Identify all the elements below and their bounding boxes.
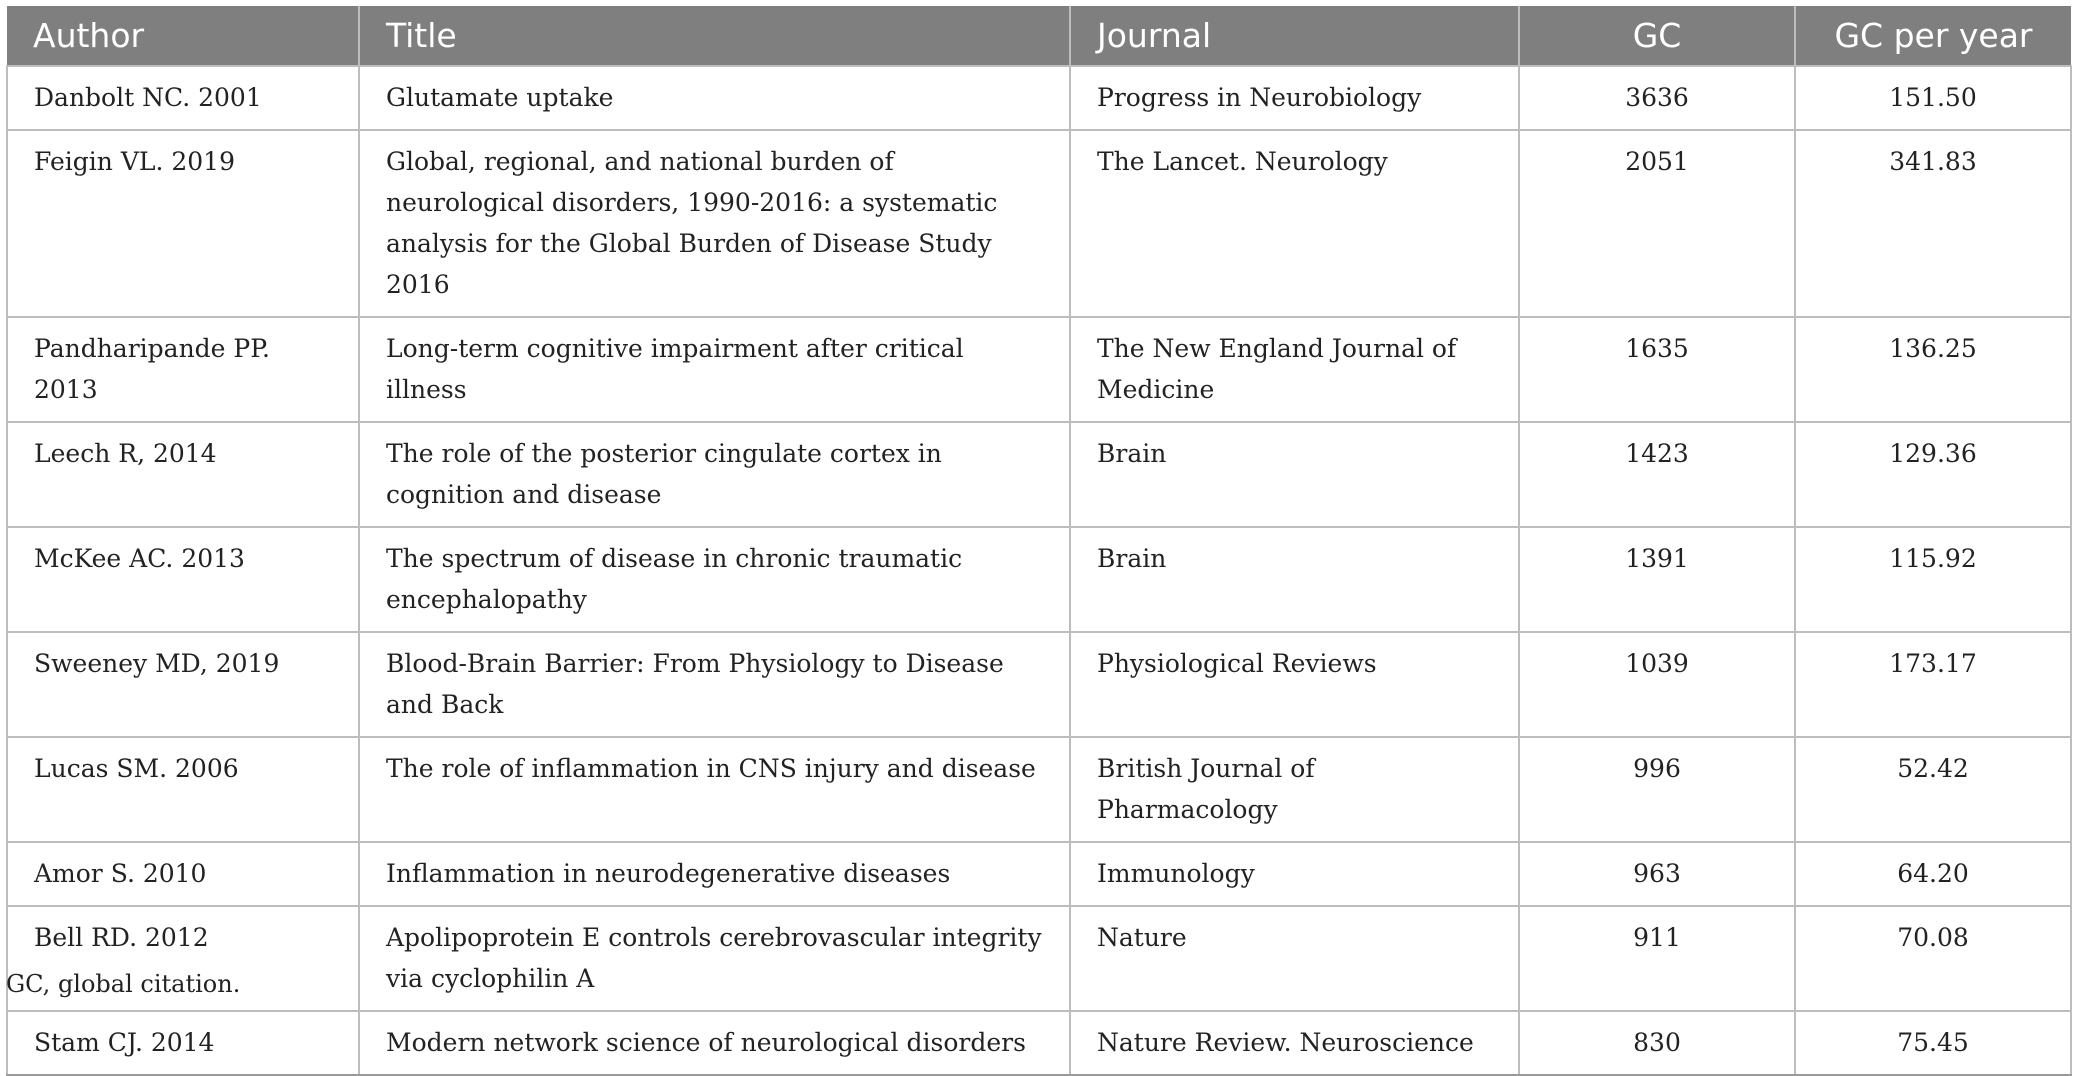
cell-journal: Brain xyxy=(1070,422,1519,527)
header-author: Author xyxy=(7,6,359,66)
cell-author: Pandharipande PP. 2013 xyxy=(7,317,359,422)
cell-journal: Progress in Neurobiology xyxy=(1070,66,1519,130)
table-header xyxy=(7,6,2071,66)
cell-gc: 1391 xyxy=(1519,527,1795,632)
cell-gc-per-year: 64.20 xyxy=(1795,842,2071,906)
cell-journal: Immunology xyxy=(1070,842,1519,906)
cell-author: Lucas SM. 2006 xyxy=(7,737,359,842)
header-gc: GC xyxy=(1519,6,1795,66)
cell-author: Bell RD. 2012 xyxy=(7,906,359,1011)
header-journal: Journal xyxy=(1070,6,1519,66)
citation-table xyxy=(6,6,2072,1076)
cell-author: Leech R, 2014 xyxy=(7,422,359,527)
table-row xyxy=(7,1011,2071,1075)
table-row xyxy=(7,317,2071,422)
cell-title: Global, regional, and national burden of neurological disorders, 1990-2016: a systematic analysis for the Global Burden of Disease Study 2016 xyxy=(359,130,1070,317)
cell-author: McKee AC. 2013 xyxy=(7,527,359,632)
cell-title: The role of the posterior cingulate cortex in cognition and disease xyxy=(359,422,1070,527)
header-gc-per-year: GC per year xyxy=(1795,6,2071,66)
table-row xyxy=(7,906,2071,1011)
cell-gc: 1423 xyxy=(1519,422,1795,527)
cell-author: Feigin VL. 2019 xyxy=(7,130,359,317)
cell-gc: 2051 xyxy=(1519,130,1795,317)
cell-journal: The Lancet. Neurology xyxy=(1070,130,1519,317)
table-footnote: GC, global citation. xyxy=(6,970,241,998)
cell-title: Inflammation in neurodegenerative diseases xyxy=(359,842,1070,906)
cell-journal: Nature xyxy=(1070,906,1519,1011)
cell-title: Blood-Brain Barrier: From Physiology to Disease and Back xyxy=(359,632,1070,737)
cell-gc-per-year: 151.50 xyxy=(1795,66,2071,130)
cell-title: Long-term cognitive impairment after critical illness xyxy=(359,317,1070,422)
table-row xyxy=(7,632,2071,737)
cell-gc-per-year: 136.25 xyxy=(1795,317,2071,422)
table-row xyxy=(7,422,2071,527)
cell-author: Sweeney MD, 2019 xyxy=(7,632,359,737)
cell-author: Stam CJ. 2014 xyxy=(7,1011,359,1075)
header-title: Title xyxy=(359,6,1070,66)
cell-journal: British Journal of Pharmacology xyxy=(1070,737,1519,842)
cell-gc: 3636 xyxy=(1519,66,1795,130)
cell-gc: 830 xyxy=(1519,1011,1795,1075)
cell-gc: 963 xyxy=(1519,842,1795,906)
table-row xyxy=(7,842,2071,906)
table-row xyxy=(7,66,2071,130)
cell-gc: 1635 xyxy=(1519,317,1795,422)
table-row xyxy=(7,737,2071,842)
cell-gc-per-year: 173.17 xyxy=(1795,632,2071,737)
cell-author: Danbolt NC. 2001 xyxy=(7,66,359,130)
cell-gc: 996 xyxy=(1519,737,1795,842)
cell-gc-per-year: 129.36 xyxy=(1795,422,2071,527)
cell-gc-per-year: 75.45 xyxy=(1795,1011,2071,1075)
cell-journal: Physiological Reviews xyxy=(1070,632,1519,737)
cell-journal: Brain xyxy=(1070,527,1519,632)
citation-table-container xyxy=(6,6,2070,1076)
cell-journal: Nature Review. Neuroscience xyxy=(1070,1011,1519,1075)
cell-title: Modern network science of neurological disorders xyxy=(359,1011,1070,1075)
cell-gc-per-year: 115.92 xyxy=(1795,527,2071,632)
header-row xyxy=(7,6,2071,66)
cell-title: The spectrum of disease in chronic traumatic encephalopathy xyxy=(359,527,1070,632)
cell-author: Amor S. 2010 xyxy=(7,842,359,906)
table-row xyxy=(7,130,2071,317)
cell-title: Glutamate uptake xyxy=(359,66,1070,130)
cell-journal: The New England Journal of Medicine xyxy=(1070,317,1519,422)
cell-gc-per-year: 52.42 xyxy=(1795,737,2071,842)
cell-title: Apolipoprotein E controls cerebrovascular integrity via cyclophilin A xyxy=(359,906,1070,1011)
cell-title: The role of inflammation in CNS injury and disease xyxy=(359,737,1070,842)
table-row xyxy=(7,527,2071,632)
table-body xyxy=(7,66,2071,1075)
cell-gc: 911 xyxy=(1519,906,1795,1011)
cell-gc: 1039 xyxy=(1519,632,1795,737)
cell-gc-per-year: 70.08 xyxy=(1795,906,2071,1011)
cell-gc-per-year: 341.83 xyxy=(1795,130,2071,317)
